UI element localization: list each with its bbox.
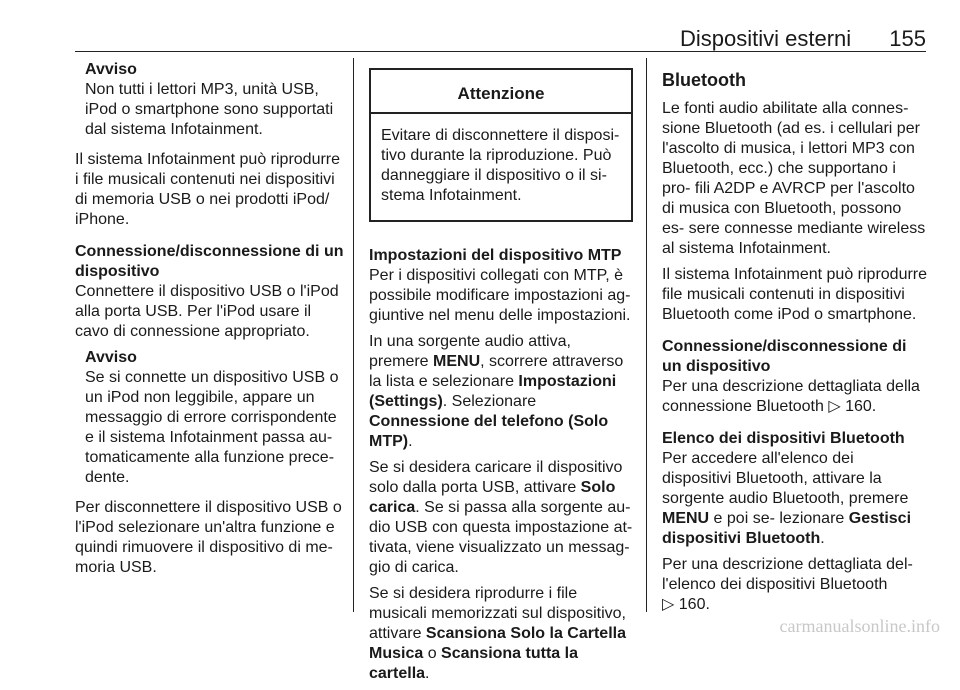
- header-rule: [75, 51, 926, 52]
- note-box: [75, 348, 345, 488]
- bluetooth-heading: Bluetooth: [662, 70, 746, 90]
- text: .: [425, 665, 430, 682]
- column-divider-right: [646, 58, 647, 612]
- page-ref-icon: ▷: [828, 398, 841, 415]
- page-header: [680, 26, 926, 52]
- note-box: [75, 60, 345, 140]
- column-middle: [369, 62, 633, 690]
- paragraph: Le fonti audio abilitate alla connes- sione Bluetooth (ad es. i cellulari per l'ascolto di musica, i lettori MP3 con Bluetooth, ecc.) che supportano i pro- fili A2DP e AVRCP per l'ascolto di musica con Bluetooth, possono es- sere connesse mediante wireless al sistema Infotainment.: [662, 100, 926, 257]
- page-ref: 160.: [845, 398, 877, 415]
- note-title: Avviso: [85, 61, 137, 78]
- text: Se si desidera riprodurre i file musicali memorizzati sul dispositivo, attivare: [369, 585, 626, 642]
- text: Per una descrizione dettagliata della connessione Bluetooth: [662, 378, 920, 415]
- paragraph: [369, 584, 633, 684]
- section-heading: Elenco dei dispositivi Bluetooth: [662, 430, 905, 447]
- text: . Selezionare: [442, 393, 537, 410]
- paragraph: [662, 555, 927, 615]
- text: .: [408, 433, 413, 450]
- note-text: Se si connette un dispositivo USB o un iPod non leggibile, appare un messaggio di errore corrispondente e il sistema Infotainment passa au- tomaticamente alla funzione prece- dente.: [85, 369, 339, 486]
- paragraph: [369, 458, 633, 578]
- section-heading: Connessione/disconnessione di un dispositivo: [75, 243, 344, 280]
- page-ref: 160.: [678, 596, 710, 613]
- text: , scorrere attraverso la lista e selezionare: [369, 353, 624, 390]
- attention-text: Evitare di disconnettere il disposi- tivo durante la riproduzione. Può danneggiare il dispositivo o il si- stema Infotainment.: [381, 127, 620, 204]
- settings-label: Impostazioni (Settings): [369, 373, 617, 410]
- paragraph: Il sistema Infotainment può riprodurre i file musicali contenuti nei dispositivi di memoria USB o nei prodotti iPod/ iPhone.: [75, 151, 341, 228]
- scan-music-label: Scansiona Solo la Cartella Musica: [369, 625, 626, 662]
- section-heading: Impostazioni del dispositivo MTP: [369, 247, 622, 264]
- text: Per una descrizione dettagliata del- l'elenco dei dispositivi Bluetooth: [662, 556, 913, 593]
- watermark: carmanualsonline.info: [779, 616, 940, 636]
- column-right: [662, 64, 927, 621]
- menu-key: MENU: [662, 510, 710, 527]
- text: In una sorgente audio attiva, premere: [369, 333, 571, 370]
- menu-key: MENU: [433, 353, 481, 370]
- scan-all-label: Scansiona tutta la cartella: [369, 645, 578, 682]
- paragraph: Per i dispositivi collegati con MTP, è possibile modificare impostazioni ag- giuntive nel menu delle impostazioni.: [369, 267, 631, 324]
- paragraph: Connettere il dispositivo USB o l'iPod alla porta USB. Per l'iPod usare il cavo di connessione appropriato.: [75, 283, 339, 340]
- page-number: 155: [889, 26, 926, 51]
- text: .: [820, 530, 825, 547]
- section-title: Dispositivi esterni: [679, 26, 852, 51]
- text: . Se si passa alla sorgente au- dio USB con questa impostazione at- tivata, viene visualizzato un messag- gio di carica.: [369, 499, 633, 576]
- paragraph: Il sistema Infotainment può riprodurre file musicali contenuti in dispositivi Bluetooth come iPod o smartphone.: [662, 266, 928, 323]
- note-text: Non tutti i lettori MP3, unità USB, iPod o smartphone sono supportati dal sistema Infotainment.: [85, 81, 334, 138]
- paragraph: [662, 377, 927, 417]
- attention-title: Attenzione: [371, 70, 631, 114]
- text: Se si desidera caricare il dispositivo solo dalla porta USB, attivare: [369, 459, 623, 496]
- text: Per accedere all'elenco dei dispositivi Bluetooth, attivare la sorgente audio Bluetooth, premere: [662, 450, 909, 507]
- connection-label: Connessione del telefono (Solo MTP): [369, 413, 609, 450]
- note-title: Avviso: [85, 349, 137, 366]
- paragraph: [369, 332, 633, 452]
- manage-devices-label: Gestisci dispositivi Bluetooth: [662, 510, 912, 547]
- text: o: [423, 645, 442, 662]
- column-divider-left: [353, 58, 354, 612]
- paragraph: Per disconnettere il dispositivo USB o l'iPod selezionare un'altra funzione e quindi rimuovere il dispositivo di me- moria USB.: [75, 499, 342, 576]
- solo-carica-label: Solo carica: [369, 479, 616, 516]
- column-left: [75, 60, 345, 584]
- section-heading: Connessione/disconnessione di un dispositivo: [662, 338, 907, 375]
- paragraph: [662, 449, 927, 549]
- text: e poi se- lezionare: [709, 510, 849, 527]
- attention-box: [369, 68, 633, 222]
- page-ref-icon: ▷: [662, 596, 675, 613]
